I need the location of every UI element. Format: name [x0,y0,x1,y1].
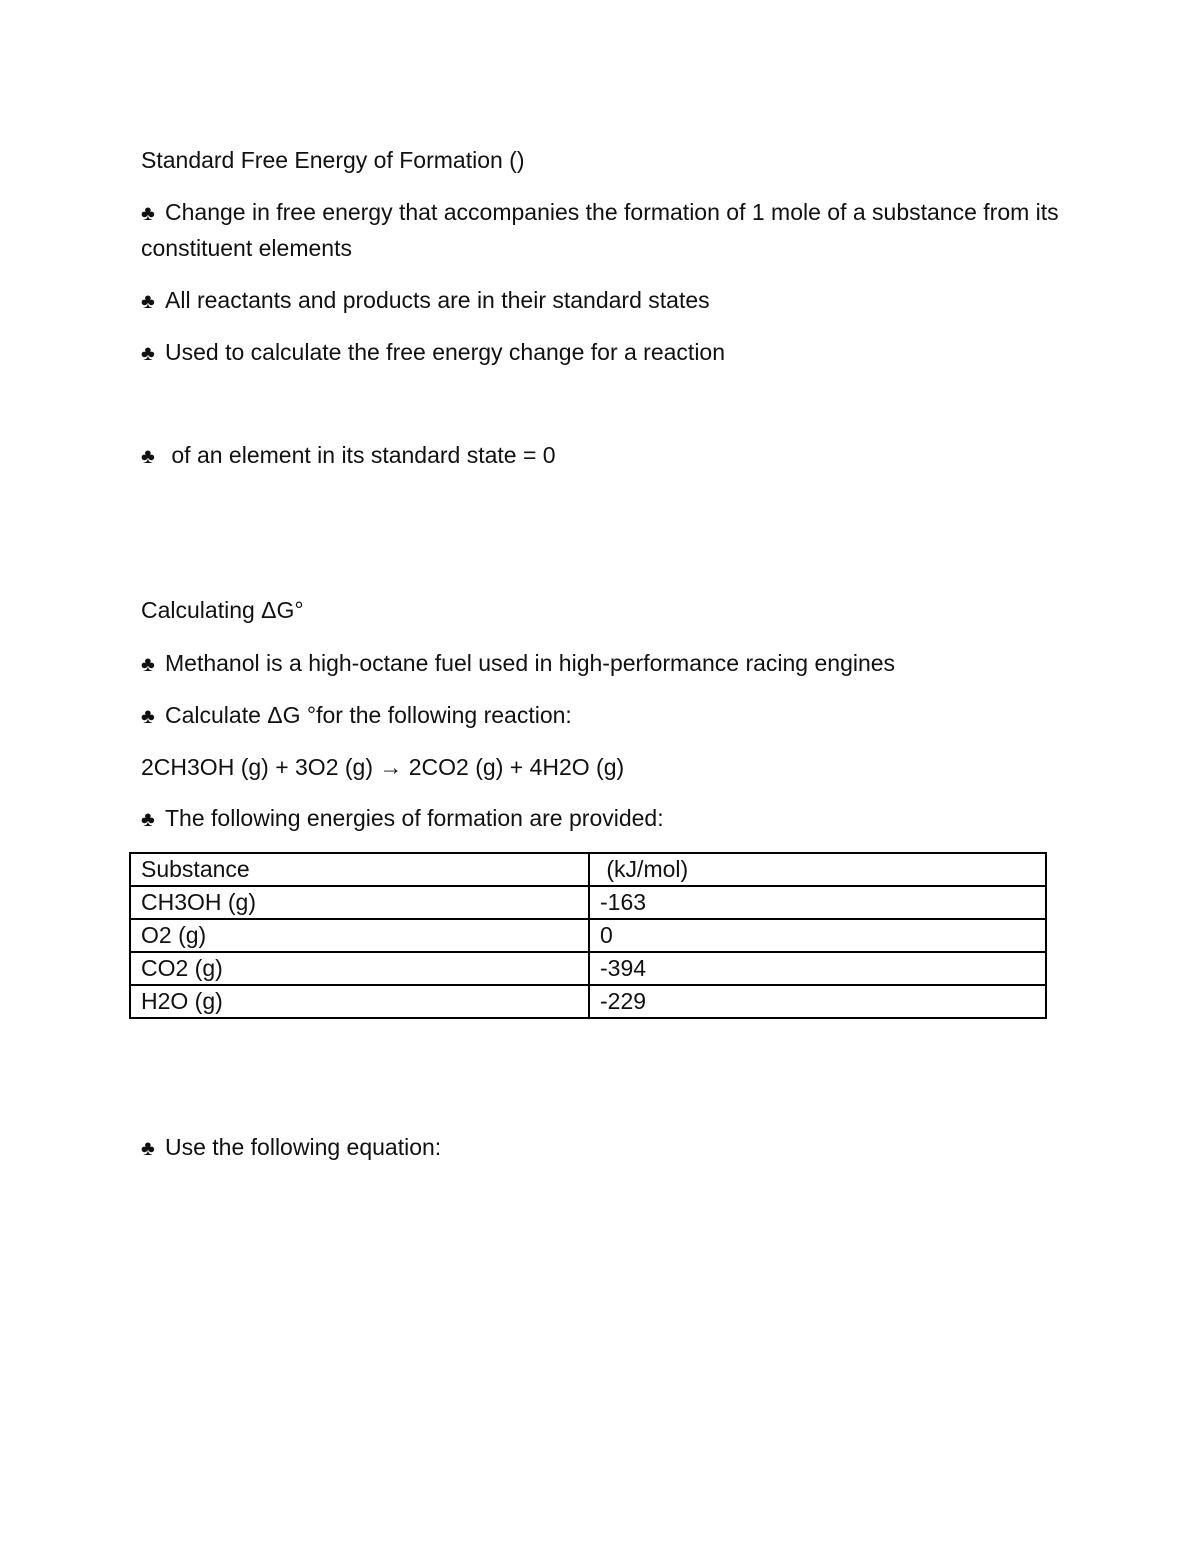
club-bullet-icon: ♣ [141,445,155,468]
column-header-substance: Substance [130,853,589,886]
bullet-text: Calculate ΔG °for the following reaction: [165,702,572,728]
section-title-calculating: Calculating ΔG° [141,597,304,623]
bullet-text: Methanol is a high-octane fuel used in high-performance racing engines [165,650,896,676]
table-header-row [130,853,1046,886]
table-row [130,919,1046,952]
table-cell-substance: CH3OH (g) [130,886,589,919]
club-bullet-icon: ♣ [141,653,155,676]
table-row [130,886,1046,919]
bullet-text: All reactants and products are in their standard states [165,287,710,313]
bullet-item [141,195,1061,266]
club-bullet-icon: ♣ [141,342,155,365]
bullet-item [141,700,572,732]
table-cell-energy: -394 [589,952,1046,985]
table-cell-substance: H2O (g) [130,985,589,1018]
bullet-text: of an element in its standard state = 0 [165,442,556,468]
bullet-item [141,337,725,369]
bullet-text: The following energies of formation are provided: [165,805,664,831]
bullet-text: Change in free energy that accompanies the formation of 1 mole of a substance from its constituent elements [141,199,1059,261]
bullet-text: Used to calculate the free energy change for a reaction [165,339,726,365]
table-cell-substance: O2 (g) [130,919,589,952]
bullet-text: Use the following equation: [165,1134,442,1160]
bullet-item [141,1132,441,1164]
club-bullet-icon: ♣ [141,808,155,831]
table-cell-energy: 0 [589,919,1046,952]
table-cell-energy: -229 [589,985,1046,1018]
club-bullet-icon: ♣ [141,705,155,728]
bullet-item [141,440,556,472]
reaction-equation: 2CH3OH (g) + 3O2 (g) → 2CO2 (g) + 4H2O (g) [141,754,625,780]
table-row [130,985,1046,1018]
table-cell-substance: CO2 (g) [130,952,589,985]
table-row [130,952,1046,985]
formation-energy-table [129,852,1047,1019]
club-bullet-icon: ♣ [141,1137,155,1160]
table-cell-energy: -163 [589,886,1046,919]
club-bullet-icon: ♣ [141,202,155,225]
bullet-item [141,285,710,317]
club-bullet-icon: ♣ [141,290,155,313]
section-title-free-energy: Standard Free Energy of Formation () [141,147,525,173]
column-header-energy: (kJ/mol) [589,853,1046,886]
bullet-item [141,648,895,680]
bullet-item [141,803,664,835]
